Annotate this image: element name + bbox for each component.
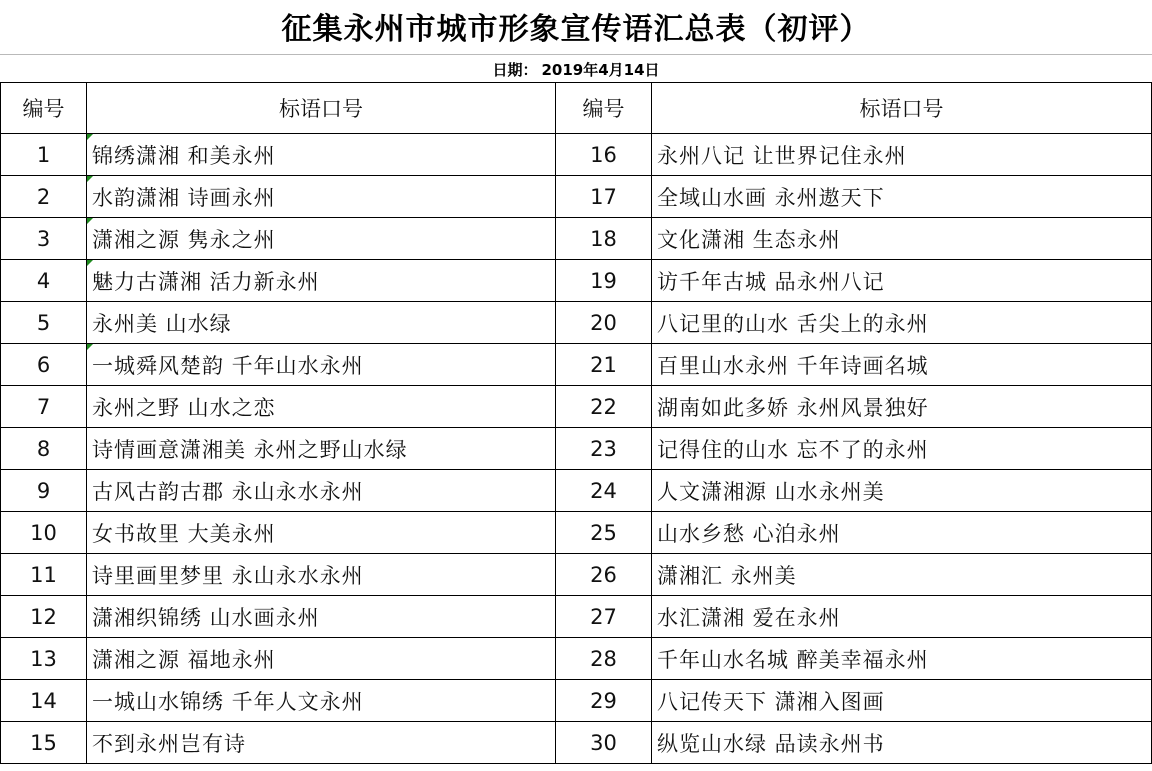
slogan-text: 潇湘织锦绣 山水画永州 <box>92 605 320 630</box>
table-row <box>1 680 1152 722</box>
slogan-text: 山水乡愁 心泊永州 <box>657 521 841 546</box>
header-slogan-left: 标语口号 <box>87 83 556 134</box>
slogan-number-cell[interactable]: 17 <box>556 176 652 218</box>
slogan-text-cell[interactable] <box>652 134 1152 176</box>
slogan-text-cell[interactable] <box>652 680 1152 722</box>
table-row <box>1 470 1152 512</box>
slogan-number-cell[interactable]: 13 <box>1 638 87 680</box>
slogan-text-cell[interactable] <box>87 512 556 554</box>
table-row <box>1 134 1152 176</box>
slogan-text: 锦绣潇湘 和美永州 <box>92 143 276 168</box>
slogan-text: 记得住的山水 忘不了的永州 <box>657 437 929 462</box>
table-row <box>1 512 1152 554</box>
slogan-number-cell[interactable]: 9 <box>1 470 87 512</box>
slogan-text-cell[interactable] <box>652 596 1152 638</box>
slogan-text: 女书故里 大美永州 <box>92 521 276 546</box>
slogan-text-cell[interactable] <box>652 554 1152 596</box>
slogan-number-cell[interactable]: 2 <box>1 176 87 218</box>
slogan-number-cell[interactable]: 26 <box>556 554 652 596</box>
slogan-text: 水韵潇湘 诗画永州 <box>92 185 276 210</box>
slogan-number-cell[interactable]: 7 <box>1 386 87 428</box>
slogan-text: 全域山水画 永州遨天下 <box>657 185 885 210</box>
table-row <box>1 302 1152 344</box>
slogan-number-cell[interactable]: 14 <box>1 680 87 722</box>
slogan-text: 不到永州岂有诗 <box>92 731 246 756</box>
slogan-text: 永州八记 让世界记住永州 <box>657 143 907 168</box>
cell-comment-indicator-icon <box>87 134 93 140</box>
slogan-text-cell[interactable] <box>652 722 1152 764</box>
slogan-number-cell[interactable]: 29 <box>556 680 652 722</box>
table-row <box>1 428 1152 470</box>
slogan-number-cell[interactable]: 6 <box>1 344 87 386</box>
slogan-text-cell[interactable] <box>87 722 556 764</box>
slogan-number-cell[interactable]: 10 <box>1 512 87 554</box>
slogan-text-cell[interactable] <box>652 176 1152 218</box>
cell-comment-indicator-icon <box>87 344 93 350</box>
slogan-number-cell[interactable]: 19 <box>556 260 652 302</box>
slogan-number-cell[interactable]: 23 <box>556 428 652 470</box>
slogan-number-cell[interactable]: 11 <box>1 554 87 596</box>
slogan-number-cell[interactable]: 5 <box>1 302 87 344</box>
slogan-text: 访千年古城 品永州八记 <box>657 269 885 294</box>
table-header-row <box>1 83 1152 134</box>
header-slogan-right: 标语口号 <box>652 83 1152 134</box>
slogan-text-cell[interactable] <box>87 218 556 260</box>
title-divider <box>0 54 1152 55</box>
slogan-number-cell[interactable]: 16 <box>556 134 652 176</box>
date-value: 2019年4月14日 <box>541 60 660 79</box>
slogan-text: 魅力古潇湘 活力新永州 <box>92 269 320 294</box>
slogan-text-cell[interactable] <box>652 512 1152 554</box>
slogan-text-cell[interactable] <box>652 344 1152 386</box>
table-row <box>1 638 1152 680</box>
table-row <box>1 218 1152 260</box>
slogan-number-cell[interactable]: 12 <box>1 596 87 638</box>
slogan-text-cell[interactable] <box>87 344 556 386</box>
slogan-number-cell[interactable]: 3 <box>1 218 87 260</box>
slogan-number-cell[interactable]: 15 <box>1 722 87 764</box>
slogan-text-cell[interactable] <box>87 428 556 470</box>
slogan-text: 一城舜风楚韵 千年山水永州 <box>92 353 364 378</box>
slogan-text: 八记传天下 潇湘入图画 <box>657 689 885 714</box>
slogan-text: 人文潇湘源 山水永州美 <box>657 479 885 504</box>
slogan-text-cell[interactable] <box>652 638 1152 680</box>
slogan-text: 永州美 山水绿 <box>92 311 232 336</box>
slogan-text: 湖南如此多娇 永州风景独好 <box>657 395 929 420</box>
slogan-number-cell[interactable]: 25 <box>556 512 652 554</box>
slogan-text-cell[interactable] <box>87 470 556 512</box>
slogan-text-cell[interactable] <box>87 554 556 596</box>
slogan-text-cell[interactable] <box>652 428 1152 470</box>
slogan-text: 文化潇湘 生态永州 <box>657 227 841 252</box>
page-title: 征集永州市城市形象宣传语汇总表（初评） <box>281 12 871 47</box>
cell-comment-indicator-icon <box>87 176 93 182</box>
slogan-number-cell[interactable]: 8 <box>1 428 87 470</box>
slogan-number-cell[interactable]: 22 <box>556 386 652 428</box>
slogan-number-cell[interactable]: 28 <box>556 638 652 680</box>
slogan-number-cell[interactable]: 30 <box>556 722 652 764</box>
slogan-text-cell[interactable] <box>87 596 556 638</box>
header-number-left: 编号 <box>1 83 87 134</box>
slogan-text: 永州之野 山水之恋 <box>92 395 276 420</box>
table-row <box>1 596 1152 638</box>
slogan-text: 潇湘之源 隽永之州 <box>92 227 276 252</box>
slogan-text-cell[interactable] <box>87 680 556 722</box>
slogan-text-cell[interactable] <box>87 134 556 176</box>
table-row <box>1 554 1152 596</box>
slogan-text-cell[interactable] <box>652 470 1152 512</box>
cell-comment-indicator-icon <box>87 218 93 224</box>
table-row <box>1 260 1152 302</box>
slogan-text-cell[interactable] <box>652 302 1152 344</box>
slogan-number-cell[interactable]: 20 <box>556 302 652 344</box>
slogan-text-cell[interactable] <box>652 260 1152 302</box>
slogan-number-cell[interactable]: 24 <box>556 470 652 512</box>
slogan-text: 诗里画里梦里 永山永水永州 <box>92 563 364 588</box>
slogan-text-cell[interactable] <box>652 218 1152 260</box>
slogan-text: 百里山水永州 千年诗画名城 <box>657 353 929 378</box>
table-body <box>1 134 1152 764</box>
slogan-text-cell[interactable] <box>87 638 556 680</box>
table-row <box>1 344 1152 386</box>
slogan-number-cell[interactable]: 1 <box>1 134 87 176</box>
slogan-text-cell[interactable] <box>652 386 1152 428</box>
slogan-number-cell[interactable]: 27 <box>556 596 652 638</box>
cell-comment-indicator-icon <box>87 260 93 266</box>
slogan-text: 八记里的山水 舌尖上的永州 <box>657 311 929 336</box>
slogan-text: 一城山水锦绣 千年人文永州 <box>92 689 364 714</box>
slogan-text: 水汇潇湘 爱在永州 <box>657 605 841 630</box>
slogan-text-cell[interactable] <box>87 386 556 428</box>
date-label: 日期： <box>492 60 538 79</box>
header-number-right: 编号 <box>556 83 652 134</box>
slogan-text: 潇湘汇 永州美 <box>657 563 797 588</box>
slogan-text: 诗情画意潇湘美 永州之野山水绿 <box>92 437 408 462</box>
slogan-text: 千年山水名城 醉美幸福永州 <box>657 647 929 672</box>
slogan-number-cell[interactable]: 21 <box>556 344 652 386</box>
slogan-text: 古风古韵古郡 永山永水永州 <box>92 479 364 504</box>
slogan-text-cell[interactable] <box>87 302 556 344</box>
slogan-text-cell[interactable] <box>87 260 556 302</box>
slogan-table <box>0 82 1152 764</box>
date-line <box>0 56 1152 82</box>
slogan-text: 潇湘之源 福地永州 <box>92 647 276 672</box>
table-row <box>1 176 1152 218</box>
table-row <box>1 722 1152 764</box>
slogan-number-cell[interactable]: 4 <box>1 260 87 302</box>
slogan-text: 纵览山水绿 品读永州书 <box>657 731 885 756</box>
slogan-number-cell[interactable]: 18 <box>556 218 652 260</box>
table-row <box>1 386 1152 428</box>
slogan-text-cell[interactable] <box>87 176 556 218</box>
